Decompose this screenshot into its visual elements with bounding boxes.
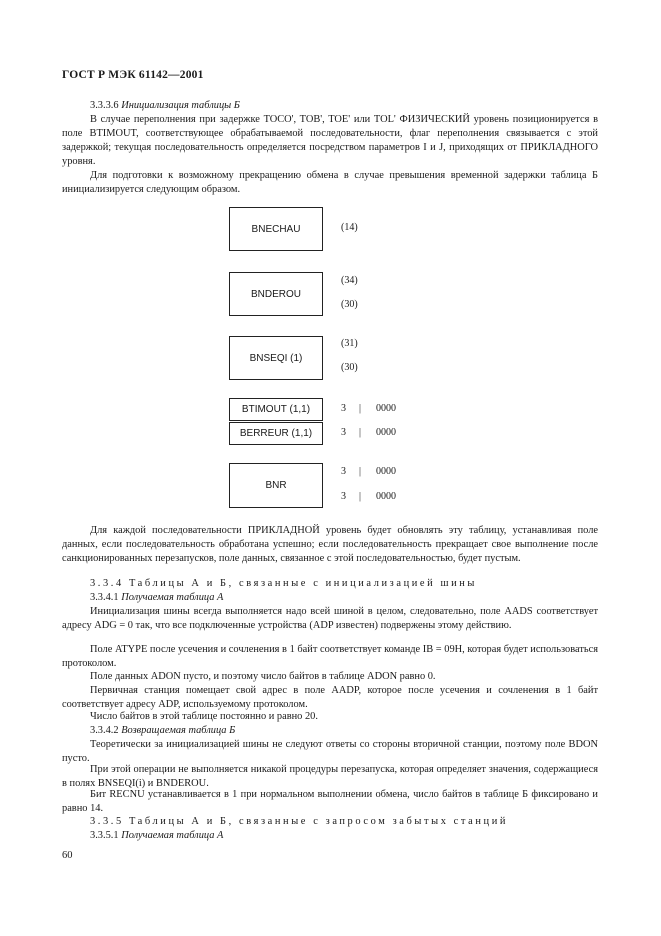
section-3342-paragraph-1: Теоретически за инициализацией шины не следуют ответы со стороны вторичной станции, поэтому поле BDON пусто. xyxy=(62,739,598,764)
section-3341-paragraph-5: Число байтов в этой таблице постоянно и равно 20. xyxy=(90,711,318,722)
berreur-box: BERREUR (1,1) xyxy=(229,422,323,445)
section-3342-paragraph-2: При этой операции не выполняется никакой процедуры перезапуска, которая определяет значения, содержащиеся в полях BNSEQI(i) и BNDEROU. xyxy=(62,764,598,789)
section-3341-paragraph-2: Поле ATYPE после усечения и сочленения в 1 байт соответствует команде IB = 09H, которая будет использоваться протоколом. xyxy=(62,644,598,669)
bnr-value-a1: 3 xyxy=(341,466,346,477)
section-3342-title: Возвращаемая таблица Б xyxy=(121,725,236,736)
section-3341-paragraph-1: Инициализация шины всегда выполняется надо всей шиной в целом, следовательно, поле AADS соответствует адресу ADG = 0 так, что все подключенные устройства (ADP известен) подвержены этому действию. xyxy=(62,606,598,631)
bnderou-box: BNDEROU xyxy=(229,272,323,316)
bnr-separator-2: | xyxy=(359,491,362,502)
bnr-separator-1: | xyxy=(359,466,362,477)
bnr-value-b2: 0000 xyxy=(376,491,396,502)
bnr-value-b1: 0000 xyxy=(376,466,396,477)
section-3342-paragraph-3: Бит RECNU устанавливается в 1 при нормальном выполнении обмена, число байтов в таблице Б фиксировано и равно 14. xyxy=(62,789,598,814)
section-336-number: 3.3.3.6 xyxy=(90,100,119,111)
berreur-value-b: 0000 xyxy=(376,427,396,438)
bnderou-value-2: (30) xyxy=(341,299,358,310)
section-3351-title: Получаемая таблица А xyxy=(121,830,224,841)
section-336-title: Инициализация таблицы Б xyxy=(121,100,240,111)
section-3341-title: Получаемая таблица А xyxy=(121,592,224,603)
bnseqi-value-2: (30) xyxy=(341,362,358,373)
section-334-heading xyxy=(62,577,598,591)
btimout-separator: | xyxy=(359,403,362,414)
berreur-value-a: 3 xyxy=(341,427,346,438)
bnseqi-value-1: (31) xyxy=(341,338,358,349)
section-335-title: 3.3.5 Таблицы А и Б, связанные с запросом забытых станций xyxy=(90,816,509,827)
bnechau-value: (14) xyxy=(341,222,358,233)
section-334-title: 3.3.4 Таблицы А и Б, связанные с инициализацией шины xyxy=(90,578,477,589)
section-3341-heading xyxy=(62,591,598,605)
btimout-value-a: 3 xyxy=(341,403,346,414)
section-3351-heading xyxy=(62,829,598,843)
document-header: ГОСТ Р МЭК 61142—2001 xyxy=(62,69,204,81)
section-336-heading xyxy=(62,99,598,113)
section-3342-number: 3.3.4.2 xyxy=(90,725,119,736)
bnderou-value-1: (34) xyxy=(341,275,358,286)
section-3351-number: 3.3.5.1 xyxy=(90,830,119,841)
berreur-separator: | xyxy=(359,427,362,438)
btimout-value-b: 0000 xyxy=(376,403,396,414)
section-3341-number: 3.3.4.1 xyxy=(90,592,119,603)
bnechau-box: BNECHAU xyxy=(229,207,323,251)
section-336-paragraph-1: В случае переполнения при задержке TOCO', TOB', TOE' или TOL' ФИЗИЧЕСКИЙ уровень позиционируется в поле BTIMOUT, соответствующее обрабатываемой последовательности, флаг переполнения связывается с этой задержкой; текущая последовательность определяется посредством параметров I и J, приходящих от ПРИКЛАДНОГО уровня. xyxy=(62,114,598,167)
bnr-box: BNR xyxy=(229,463,323,508)
section-3341-paragraph-3: Поле данных ADON пусто, и поэтому число байтов в таблице ADON равно 0. xyxy=(90,671,436,682)
section-336-paragraph-2: Для подготовки к возможному прекращению обмена в случае превышения временной задержки таблица Б инициализируется следующим образом. xyxy=(62,170,598,195)
section-3342-heading xyxy=(62,724,598,738)
paragraph-table-update: Для каждой последовательности ПРИКЛАДНОЙ уровень будет обновлять эту таблицу, устанавливая поле данных, если последовательность обработана успешно; если последовательность прекращает свое выполнение после санкционированных перезапусков, поле данных, связанное с этой последовательностью, будет пустым. xyxy=(62,525,598,564)
btimout-box: BTIMOUT (1,1) xyxy=(229,398,323,421)
section-335-heading xyxy=(62,815,598,829)
bnr-value-a2: 3 xyxy=(341,491,346,502)
page-number: 60 xyxy=(62,850,73,861)
bnseqi-box: BNSEQI (1) xyxy=(229,336,323,380)
section-3341-paragraph-4: Первичная станция помещает свой адрес в поле AADP, которое после усечения и сочленения в 1 байт соответствует адресу ADP, используемому протоколом. xyxy=(62,685,598,710)
